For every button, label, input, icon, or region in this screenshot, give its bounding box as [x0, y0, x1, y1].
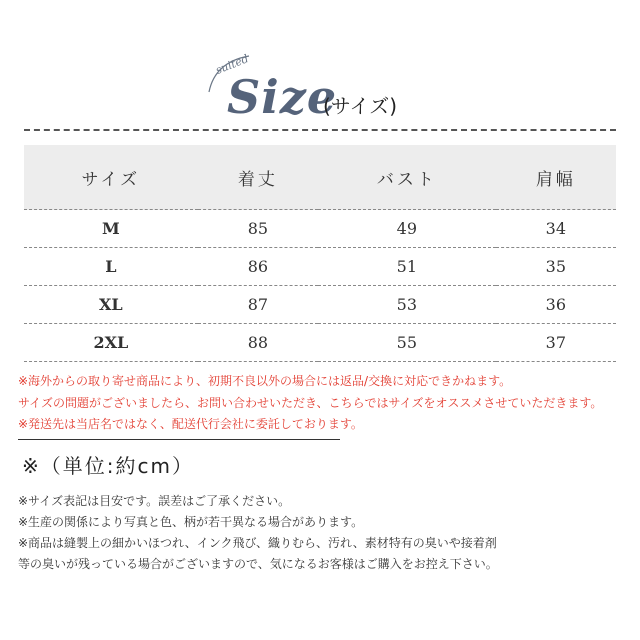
size-header: [205, 48, 445, 128]
disclaimer-note: ※サイズ表記は目安です。誤差はご了承ください。: [18, 494, 291, 508]
table-header-row: [24, 145, 616, 210]
disclaimer-note: ※商品は縫製上の細かいほつれ、インク飛び、織りむら、汚れ、素材特有の臭いや接着剤: [18, 536, 497, 550]
disclaimer-note: 等の臭いが残っている場合がございますので、気になるお客様はご購入をお控え下さい。: [18, 557, 498, 571]
size-cell: 2XL: [24, 324, 198, 362]
size-cell: XL: [24, 286, 198, 324]
column-header-shoulder: 肩幅: [496, 145, 616, 210]
size-table: [24, 145, 616, 362]
bust-cell: 51: [318, 248, 496, 286]
bust-cell: 53: [318, 286, 496, 324]
dashed-divider: [24, 129, 616, 131]
page-title: Size: [227, 70, 338, 124]
column-header-length: 着丈: [198, 145, 318, 210]
size-cell: L: [24, 248, 198, 286]
shoulder-cell: 35: [496, 248, 616, 286]
length-cell: 86: [198, 248, 318, 286]
length-cell: 87: [198, 286, 318, 324]
table-row: [24, 248, 616, 286]
length-cell: 85: [198, 210, 318, 248]
page-subtitle: (サイズ): [323, 94, 398, 118]
length-cell: 88: [198, 324, 318, 362]
warning-notes: [18, 371, 628, 436]
column-header-size: サイズ: [24, 145, 198, 210]
table-row: [24, 324, 616, 362]
disclaimer-notes: [18, 491, 628, 575]
size-cell: M: [24, 210, 198, 248]
disclaimer-note: ※生産の関係により写真と色、柄が若干異なる場合があります。: [18, 515, 364, 529]
warning-note: ※海外からの取り寄せ商品により、初期不良以外の場合には返品/交換に対応できかねます。: [18, 374, 512, 388]
warning-note: サイズの問題がございましたら、お問い合わせいただき、こちらではサイズをオススメさせていただきます。: [18, 395, 603, 410]
bust-cell: 55: [318, 324, 496, 362]
shoulder-cell: 37: [496, 324, 616, 362]
shoulder-cell: 34: [496, 210, 616, 248]
table-row: [24, 210, 616, 248]
solid-divider: [18, 439, 340, 440]
table-row: [24, 286, 616, 324]
warning-note: ※発送先は当店名ではなく、配送代行会社に委託しております。: [18, 417, 363, 431]
script-word: suited: [213, 52, 251, 77]
bust-cell: 49: [318, 210, 496, 248]
column-header-bust: バスト: [318, 145, 496, 210]
shoulder-cell: 36: [496, 286, 616, 324]
unit-label: ※（単位:約cm）: [22, 454, 194, 478]
